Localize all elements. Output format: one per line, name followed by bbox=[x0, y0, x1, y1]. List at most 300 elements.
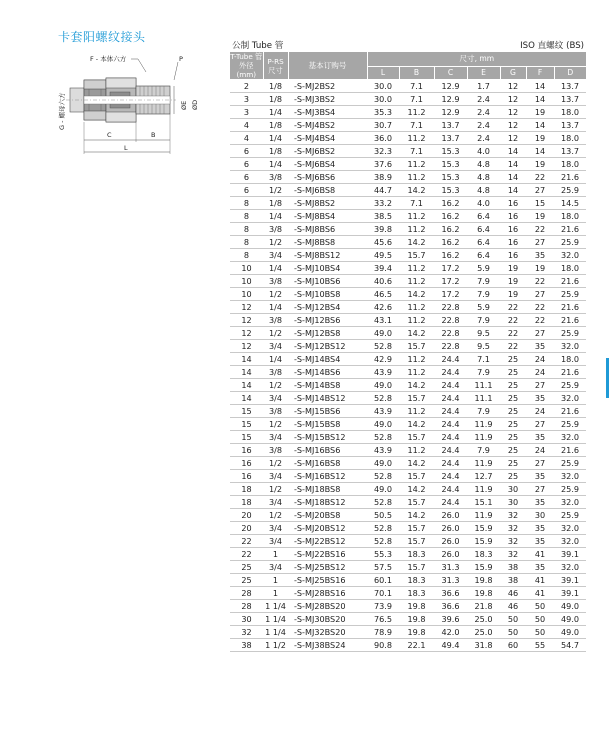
table-row bbox=[230, 548, 586, 561]
cell-f: 41 bbox=[526, 548, 554, 561]
cell-g: 19 bbox=[500, 262, 526, 275]
cell-l: 52.8 bbox=[367, 535, 399, 548]
cell-prs: 1/2 bbox=[263, 509, 288, 522]
cell-f: 35 bbox=[526, 535, 554, 548]
cell-f: 19 bbox=[526, 132, 554, 145]
cell-prs: 1/8 bbox=[263, 93, 288, 106]
cell-l: 49.5 bbox=[367, 249, 399, 262]
cell-b: 14.2 bbox=[399, 418, 434, 431]
cell-f: 55 bbox=[526, 639, 554, 652]
cell-c: 15.3 bbox=[434, 145, 467, 158]
cell-l: 52.8 bbox=[367, 522, 399, 535]
cell-f: 22 bbox=[526, 171, 554, 184]
cell-part-no: -S-MJ22BS12 bbox=[288, 535, 367, 548]
cell-tube-od: 8 bbox=[230, 249, 263, 262]
cell-prs: 3/4 bbox=[263, 392, 288, 405]
cell-g: 25 bbox=[500, 353, 526, 366]
cell-e: 25.0 bbox=[467, 613, 500, 626]
cell-d: 32.0 bbox=[554, 249, 586, 262]
cell-l: 40.6 bbox=[367, 275, 399, 288]
cell-e: 31.8 bbox=[467, 639, 500, 652]
cell-prs: 1/4 bbox=[263, 353, 288, 366]
cell-part-no: -S-MJ6BS2 bbox=[288, 145, 367, 158]
cell-l: 90.8 bbox=[367, 639, 399, 652]
spec-table-body bbox=[230, 80, 586, 652]
cell-tube-od: 8 bbox=[230, 236, 263, 249]
cell-prs: 1/4 bbox=[263, 106, 288, 119]
col-l: L bbox=[367, 66, 399, 79]
cell-part-no: -S-MJ28BS20 bbox=[288, 600, 367, 613]
cell-prs: 3/8 bbox=[263, 444, 288, 457]
cell-f: 27 bbox=[526, 379, 554, 392]
cell-d: 32.0 bbox=[554, 340, 586, 353]
cell-part-no: -S-MJ10BS6 bbox=[288, 275, 367, 288]
cell-e: 2.4 bbox=[467, 119, 500, 132]
cell-l: 57.5 bbox=[367, 561, 399, 574]
cell-l: 43.9 bbox=[367, 366, 399, 379]
cell-c: 49.4 bbox=[434, 639, 467, 652]
cell-tube-od: 14 bbox=[230, 392, 263, 405]
cell-g: 16 bbox=[500, 236, 526, 249]
cell-prs: 1 1/4 bbox=[263, 600, 288, 613]
cell-part-no: -S-MJ12BS12 bbox=[288, 340, 367, 353]
cell-b: 15.7 bbox=[399, 392, 434, 405]
cell-g: 22 bbox=[500, 301, 526, 314]
cell-b: 11.2 bbox=[399, 366, 434, 379]
cell-tube-od: 16 bbox=[230, 457, 263, 470]
cell-g: 14 bbox=[500, 171, 526, 184]
col-g: G bbox=[500, 66, 526, 79]
table-row bbox=[230, 496, 586, 509]
cell-tube-od: 2 bbox=[230, 80, 263, 93]
cell-e: 1.7 bbox=[467, 80, 500, 93]
cell-c: 12.9 bbox=[434, 106, 467, 119]
cell-e: 11.1 bbox=[467, 379, 500, 392]
cell-l: 52.8 bbox=[367, 392, 399, 405]
cell-g: 19 bbox=[500, 288, 526, 301]
cell-tube-od: 32 bbox=[230, 626, 263, 639]
cell-tube-od: 28 bbox=[230, 587, 263, 600]
cell-f: 27 bbox=[526, 418, 554, 431]
cell-g: 25 bbox=[500, 379, 526, 392]
cell-g: 46 bbox=[500, 587, 526, 600]
cell-part-no: -S-MJ15BS12 bbox=[288, 431, 367, 444]
cell-f: 35 bbox=[526, 431, 554, 444]
cell-e: 11.9 bbox=[467, 509, 500, 522]
cell-l: 78.9 bbox=[367, 626, 399, 639]
cell-prs: 1/2 bbox=[263, 379, 288, 392]
cell-tube-od: 6 bbox=[230, 158, 263, 171]
cell-part-no: -S-MJ10BS4 bbox=[288, 262, 367, 275]
cell-f: 30 bbox=[526, 509, 554, 522]
cell-d: 21.6 bbox=[554, 223, 586, 236]
cell-d: 14.5 bbox=[554, 197, 586, 210]
cell-c: 16.2 bbox=[434, 223, 467, 236]
cell-f: 19 bbox=[526, 262, 554, 275]
cell-f: 27 bbox=[526, 457, 554, 470]
cell-part-no: -S-MJ18BS8 bbox=[288, 483, 367, 496]
cell-e: 11.9 bbox=[467, 431, 500, 444]
cell-c: 26.0 bbox=[434, 509, 467, 522]
cell-e: 7.9 bbox=[467, 288, 500, 301]
cell-b: 15.7 bbox=[399, 340, 434, 353]
cell-l: 52.8 bbox=[367, 496, 399, 509]
cell-l: 45.6 bbox=[367, 236, 399, 249]
cell-l: 30.7 bbox=[367, 119, 399, 132]
table-row bbox=[230, 574, 586, 587]
cell-l: 50.5 bbox=[367, 509, 399, 522]
cell-c: 13.7 bbox=[434, 132, 467, 145]
cell-prs: 3/8 bbox=[263, 405, 288, 418]
cell-d: 18.0 bbox=[554, 132, 586, 145]
cell-l: 49.0 bbox=[367, 457, 399, 470]
cell-f: 24 bbox=[526, 405, 554, 418]
label-b: B bbox=[151, 131, 156, 139]
cell-prs: 1/2 bbox=[263, 457, 288, 470]
cell-f: 41 bbox=[526, 574, 554, 587]
cell-b: 7.1 bbox=[399, 80, 434, 93]
cell-d: 32.0 bbox=[554, 561, 586, 574]
cell-g: 25 bbox=[500, 444, 526, 457]
cell-e: 4.8 bbox=[467, 171, 500, 184]
cell-f: 27 bbox=[526, 288, 554, 301]
cell-c: 26.0 bbox=[434, 535, 467, 548]
cell-g: 16 bbox=[500, 210, 526, 223]
cell-prs: 3/8 bbox=[263, 314, 288, 327]
cell-prs: 1 bbox=[263, 587, 288, 600]
table-row bbox=[230, 275, 586, 288]
cell-c: 39.6 bbox=[434, 613, 467, 626]
col-dims-group: 尺寸, mm bbox=[367, 52, 586, 66]
cell-c: 24.4 bbox=[434, 392, 467, 405]
cell-d: 25.9 bbox=[554, 418, 586, 431]
cell-e: 15.9 bbox=[467, 522, 500, 535]
cell-d: 18.0 bbox=[554, 353, 586, 366]
cell-tube-od: 12 bbox=[230, 314, 263, 327]
cell-l: 33.2 bbox=[367, 197, 399, 210]
cell-b: 18.3 bbox=[399, 587, 434, 600]
cell-tube-od: 20 bbox=[230, 509, 263, 522]
cell-f: 27 bbox=[526, 483, 554, 496]
cell-g: 25 bbox=[500, 457, 526, 470]
cell-l: 39.8 bbox=[367, 223, 399, 236]
cell-c: 22.8 bbox=[434, 327, 467, 340]
cell-b: 14.2 bbox=[399, 327, 434, 340]
cell-prs: 1/2 bbox=[263, 184, 288, 197]
cell-tube-od: 10 bbox=[230, 275, 263, 288]
cell-e: 6.4 bbox=[467, 236, 500, 249]
table-row bbox=[230, 470, 586, 483]
cell-f: 24 bbox=[526, 444, 554, 457]
cell-prs: 1/2 bbox=[263, 327, 288, 340]
label-pipe-thread: P bbox=[179, 55, 183, 63]
cell-g: 22 bbox=[500, 327, 526, 340]
cell-e: 11.1 bbox=[467, 392, 500, 405]
cell-part-no: -S-MJ4BS4 bbox=[288, 132, 367, 145]
fitting-drawing bbox=[58, 50, 208, 160]
cell-b: 11.2 bbox=[399, 353, 434, 366]
cell-c: 12.9 bbox=[434, 80, 467, 93]
cell-tube-od: 6 bbox=[230, 171, 263, 184]
cell-f: 15 bbox=[526, 197, 554, 210]
cell-f: 22 bbox=[526, 223, 554, 236]
cell-prs: 1 bbox=[263, 548, 288, 561]
cell-g: 14 bbox=[500, 184, 526, 197]
cell-b: 11.2 bbox=[399, 405, 434, 418]
cell-tube-od: 16 bbox=[230, 470, 263, 483]
cell-b: 11.2 bbox=[399, 262, 434, 275]
fitting-diagram bbox=[58, 50, 208, 160]
cell-part-no: -S-MJ3BS2 bbox=[288, 93, 367, 106]
cell-d: 13.7 bbox=[554, 80, 586, 93]
cell-e: 7.9 bbox=[467, 405, 500, 418]
cell-tube-od: 16 bbox=[230, 444, 263, 457]
cell-part-no: -S-MJ10BS8 bbox=[288, 288, 367, 301]
cell-e: 7.9 bbox=[467, 444, 500, 457]
cell-b: 11.2 bbox=[399, 314, 434, 327]
cell-b: 15.7 bbox=[399, 561, 434, 574]
cell-tube-od: 4 bbox=[230, 119, 263, 132]
cell-e: 6.4 bbox=[467, 249, 500, 262]
cell-part-no: -S-MJ16BS12 bbox=[288, 470, 367, 483]
cell-tube-od: 15 bbox=[230, 431, 263, 444]
cell-prs: 1/8 bbox=[263, 119, 288, 132]
section-title: 卡套阳螺纹接头 bbox=[58, 30, 146, 44]
cell-tube-od: 3 bbox=[230, 93, 263, 106]
cell-c: 26.0 bbox=[434, 522, 467, 535]
cell-tube-od: 6 bbox=[230, 184, 263, 197]
cell-c: 24.4 bbox=[434, 431, 467, 444]
table-row bbox=[230, 132, 586, 145]
cell-f: 35 bbox=[526, 522, 554, 535]
cell-e: 4.8 bbox=[467, 158, 500, 171]
cell-f: 22 bbox=[526, 301, 554, 314]
cell-prs: 3/4 bbox=[263, 249, 288, 262]
cell-f: 22 bbox=[526, 314, 554, 327]
cell-tube-od: 20 bbox=[230, 522, 263, 535]
cell-d: 25.9 bbox=[554, 457, 586, 470]
cell-d: 49.0 bbox=[554, 600, 586, 613]
cell-tube-od: 3 bbox=[230, 106, 263, 119]
cell-d: 25.9 bbox=[554, 327, 586, 340]
label-c: C bbox=[107, 131, 112, 139]
table-row bbox=[230, 457, 586, 470]
cell-tube-od: 12 bbox=[230, 301, 263, 314]
cell-g: 25 bbox=[500, 470, 526, 483]
thread-type-label: ISO 直螺纹 (BS) bbox=[520, 41, 584, 51]
cell-d: 13.7 bbox=[554, 145, 586, 158]
table-row bbox=[230, 223, 586, 236]
col-d: D bbox=[554, 66, 586, 79]
table-row bbox=[230, 236, 586, 249]
cell-g: 14 bbox=[500, 145, 526, 158]
table-caption bbox=[230, 39, 586, 52]
cell-part-no: -S-MJ14BS4 bbox=[288, 353, 367, 366]
cell-g: 32 bbox=[500, 548, 526, 561]
cell-part-no: -S-MJ8BS2 bbox=[288, 197, 367, 210]
cell-g: 38 bbox=[500, 561, 526, 574]
cell-f: 35 bbox=[526, 470, 554, 483]
cell-e: 15.9 bbox=[467, 561, 500, 574]
cell-part-no: -S-MJ18BS12 bbox=[288, 496, 367, 509]
tube-type-label: 公制 Tube 管 bbox=[232, 41, 284, 51]
cell-g: 16 bbox=[500, 249, 526, 262]
cell-b: 19.8 bbox=[399, 613, 434, 626]
cell-l: 42.6 bbox=[367, 301, 399, 314]
cell-prs: 1 bbox=[263, 574, 288, 587]
cell-f: 35 bbox=[526, 340, 554, 353]
cell-f: 19 bbox=[526, 158, 554, 171]
cell-prs: 1/4 bbox=[263, 158, 288, 171]
cell-g: 60 bbox=[500, 639, 526, 652]
cell-g: 50 bbox=[500, 626, 526, 639]
cell-b: 14.2 bbox=[399, 288, 434, 301]
cell-c: 26.0 bbox=[434, 548, 467, 561]
cell-prs: 1/4 bbox=[263, 210, 288, 223]
cell-f: 27 bbox=[526, 327, 554, 340]
cell-b: 15.7 bbox=[399, 431, 434, 444]
cell-f: 14 bbox=[526, 145, 554, 158]
cell-e: 7.9 bbox=[467, 366, 500, 379]
cell-tube-od: 6 bbox=[230, 145, 263, 158]
cell-c: 24.4 bbox=[434, 405, 467, 418]
cell-b: 11.2 bbox=[399, 301, 434, 314]
cell-b: 22.1 bbox=[399, 639, 434, 652]
cell-e: 5.9 bbox=[467, 301, 500, 314]
cell-e: 15.1 bbox=[467, 496, 500, 509]
cell-b: 14.2 bbox=[399, 457, 434, 470]
cell-e: 2.4 bbox=[467, 106, 500, 119]
cell-c: 15.3 bbox=[434, 158, 467, 171]
label-thread-dia: ØD bbox=[191, 99, 199, 110]
table-row bbox=[230, 366, 586, 379]
cell-g: 12 bbox=[500, 119, 526, 132]
spec-table bbox=[230, 52, 586, 652]
cell-prs: 1 1/4 bbox=[263, 626, 288, 639]
cell-b: 18.3 bbox=[399, 574, 434, 587]
table-row bbox=[230, 522, 586, 535]
cell-tube-od: 18 bbox=[230, 483, 263, 496]
table-row bbox=[230, 171, 586, 184]
cell-tube-od: 15 bbox=[230, 418, 263, 431]
cell-prs: 1/2 bbox=[263, 418, 288, 431]
cell-g: 25 bbox=[500, 405, 526, 418]
cell-tube-od: 8 bbox=[230, 210, 263, 223]
cell-prs: 1/2 bbox=[263, 483, 288, 496]
table-row bbox=[230, 535, 586, 548]
cell-part-no: -S-MJ14BS8 bbox=[288, 379, 367, 392]
cell-g: 25 bbox=[500, 366, 526, 379]
cell-part-no: -S-MJ12BS6 bbox=[288, 314, 367, 327]
cell-c: 22.8 bbox=[434, 314, 467, 327]
cell-prs: 1/4 bbox=[263, 301, 288, 314]
table-row bbox=[230, 210, 586, 223]
cell-l: 49.0 bbox=[367, 327, 399, 340]
cell-c: 24.4 bbox=[434, 353, 467, 366]
cell-d: 18.0 bbox=[554, 210, 586, 223]
cell-e: 19.8 bbox=[467, 587, 500, 600]
cell-d: 32.0 bbox=[554, 496, 586, 509]
cell-l: 55.3 bbox=[367, 548, 399, 561]
table-row bbox=[230, 353, 586, 366]
cell-e: 7.9 bbox=[467, 275, 500, 288]
cell-c: 12.9 bbox=[434, 93, 467, 106]
cell-d: 21.6 bbox=[554, 366, 586, 379]
cell-d: 21.6 bbox=[554, 275, 586, 288]
table-row bbox=[230, 379, 586, 392]
cell-e: 4.8 bbox=[467, 184, 500, 197]
cell-d: 32.0 bbox=[554, 392, 586, 405]
label-nut-hex: G - 螺母六方 bbox=[58, 92, 66, 130]
cell-g: 16 bbox=[500, 197, 526, 210]
cell-part-no: -S-MJ16BS8 bbox=[288, 457, 367, 470]
cell-part-no: -S-MJ12BS4 bbox=[288, 301, 367, 314]
cell-tube-od: 14 bbox=[230, 379, 263, 392]
cell-c: 16.2 bbox=[434, 236, 467, 249]
table-row bbox=[230, 626, 586, 639]
cell-e: 25.0 bbox=[467, 626, 500, 639]
cell-part-no: -S-MJ28BS16 bbox=[288, 587, 367, 600]
cell-part-no: -S-MJ20BS12 bbox=[288, 522, 367, 535]
cell-b: 7.1 bbox=[399, 145, 434, 158]
cell-tube-od: 4 bbox=[230, 132, 263, 145]
cell-c: 24.4 bbox=[434, 379, 467, 392]
col-c: C bbox=[434, 66, 467, 79]
cell-f: 19 bbox=[526, 106, 554, 119]
cell-c: 16.2 bbox=[434, 210, 467, 223]
table-row bbox=[230, 431, 586, 444]
cell-prs: 3/8 bbox=[263, 223, 288, 236]
cell-e: 12.7 bbox=[467, 470, 500, 483]
cell-prs: 3/4 bbox=[263, 340, 288, 353]
table-row bbox=[230, 184, 586, 197]
col-f: F bbox=[526, 66, 554, 79]
cell-b: 11.2 bbox=[399, 275, 434, 288]
cell-l: 37.6 bbox=[367, 158, 399, 171]
cell-c: 17.2 bbox=[434, 262, 467, 275]
cell-part-no: -S-MJ8BS8 bbox=[288, 236, 367, 249]
cell-e: 7.1 bbox=[467, 353, 500, 366]
page-edge-tab bbox=[606, 358, 609, 398]
cell-prs: 3/4 bbox=[263, 522, 288, 535]
cell-b: 15.7 bbox=[399, 535, 434, 548]
cell-part-no: -S-MJ3BS4 bbox=[288, 106, 367, 119]
cell-d: 54.7 bbox=[554, 639, 586, 652]
cell-f: 35 bbox=[526, 496, 554, 509]
cell-g: 12 bbox=[500, 106, 526, 119]
cell-d: 25.9 bbox=[554, 483, 586, 496]
table-row bbox=[230, 613, 586, 626]
cell-f: 24 bbox=[526, 366, 554, 379]
cell-d: 39.1 bbox=[554, 548, 586, 561]
table-row bbox=[230, 80, 586, 93]
cell-l: 73.9 bbox=[367, 600, 399, 613]
cell-e: 9.5 bbox=[467, 340, 500, 353]
cell-b: 11.2 bbox=[399, 210, 434, 223]
cell-b: 11.2 bbox=[399, 223, 434, 236]
cell-g: 19 bbox=[500, 275, 526, 288]
cell-b: 15.7 bbox=[399, 496, 434, 509]
cell-e: 21.8 bbox=[467, 600, 500, 613]
cell-prs: 3/4 bbox=[263, 431, 288, 444]
cell-e: 2.4 bbox=[467, 93, 500, 106]
cell-f: 14 bbox=[526, 119, 554, 132]
cell-c: 31.3 bbox=[434, 561, 467, 574]
cell-l: 36.0 bbox=[367, 132, 399, 145]
cell-tube-od: 25 bbox=[230, 561, 263, 574]
cell-g: 25 bbox=[500, 431, 526, 444]
cell-b: 7.1 bbox=[399, 119, 434, 132]
